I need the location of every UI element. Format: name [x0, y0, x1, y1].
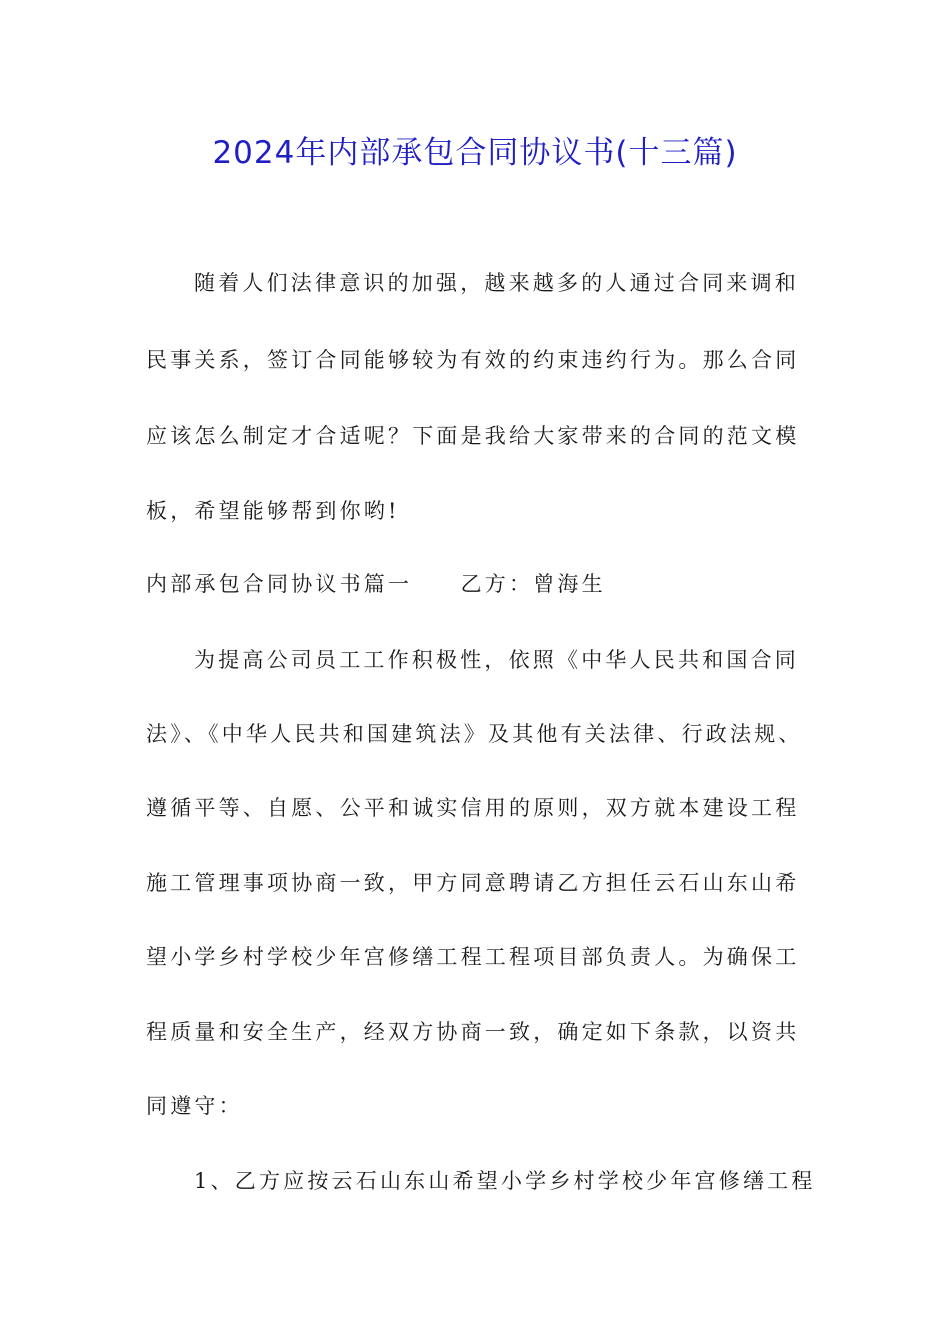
paragraph-line: 应该怎么制定才合适呢？下面是我给大家带来的合同的范文模 [146, 424, 800, 448]
document-title: 2024年内部承包合同协议书(十三篇) [212, 135, 738, 171]
list-item-1: 1、乙方应按云石山东山希望小学乡村学校少年宫修缮工程 [194, 1169, 816, 1193]
paragraph-line: 望小学乡村学校少年宫修缮工程工程项目部负责人。为确保工 [146, 945, 800, 969]
paragraph-line: 板，希望能够帮到你哟! [146, 499, 400, 523]
paragraph-line: 遵循平等、自愿、公平和诚实信用的原则，双方就本建设工程 [146, 796, 800, 820]
paragraph-line: 程质量和安全生产，经双方协商一致，确定如下条款，以资共 [146, 1020, 800, 1044]
paragraph-line: 法》、《中华人民共和国建筑法》及其他有关法律、行政法规、 [146, 722, 803, 746]
section-heading: 内部承包合同协议书篇一 乙方：曾海生 [146, 572, 606, 596]
paragraph-line: 民事关系，签订合同能够较为有效的约束违约行为。那么合同 [146, 348, 800, 372]
paragraph-line: 随着人们法律意识的加强，越来越多的人通过合同来调和 [194, 271, 799, 295]
paragraph-line: 为提高公司员工工作积极性，依照《中华人民共和国合同 [194, 648, 799, 672]
paragraph-line: 同遵守： [146, 1094, 243, 1118]
paragraph-line: 施工管理事项协商一致，甲方同意聘请乙方担任云石山东山希 [146, 871, 800, 895]
